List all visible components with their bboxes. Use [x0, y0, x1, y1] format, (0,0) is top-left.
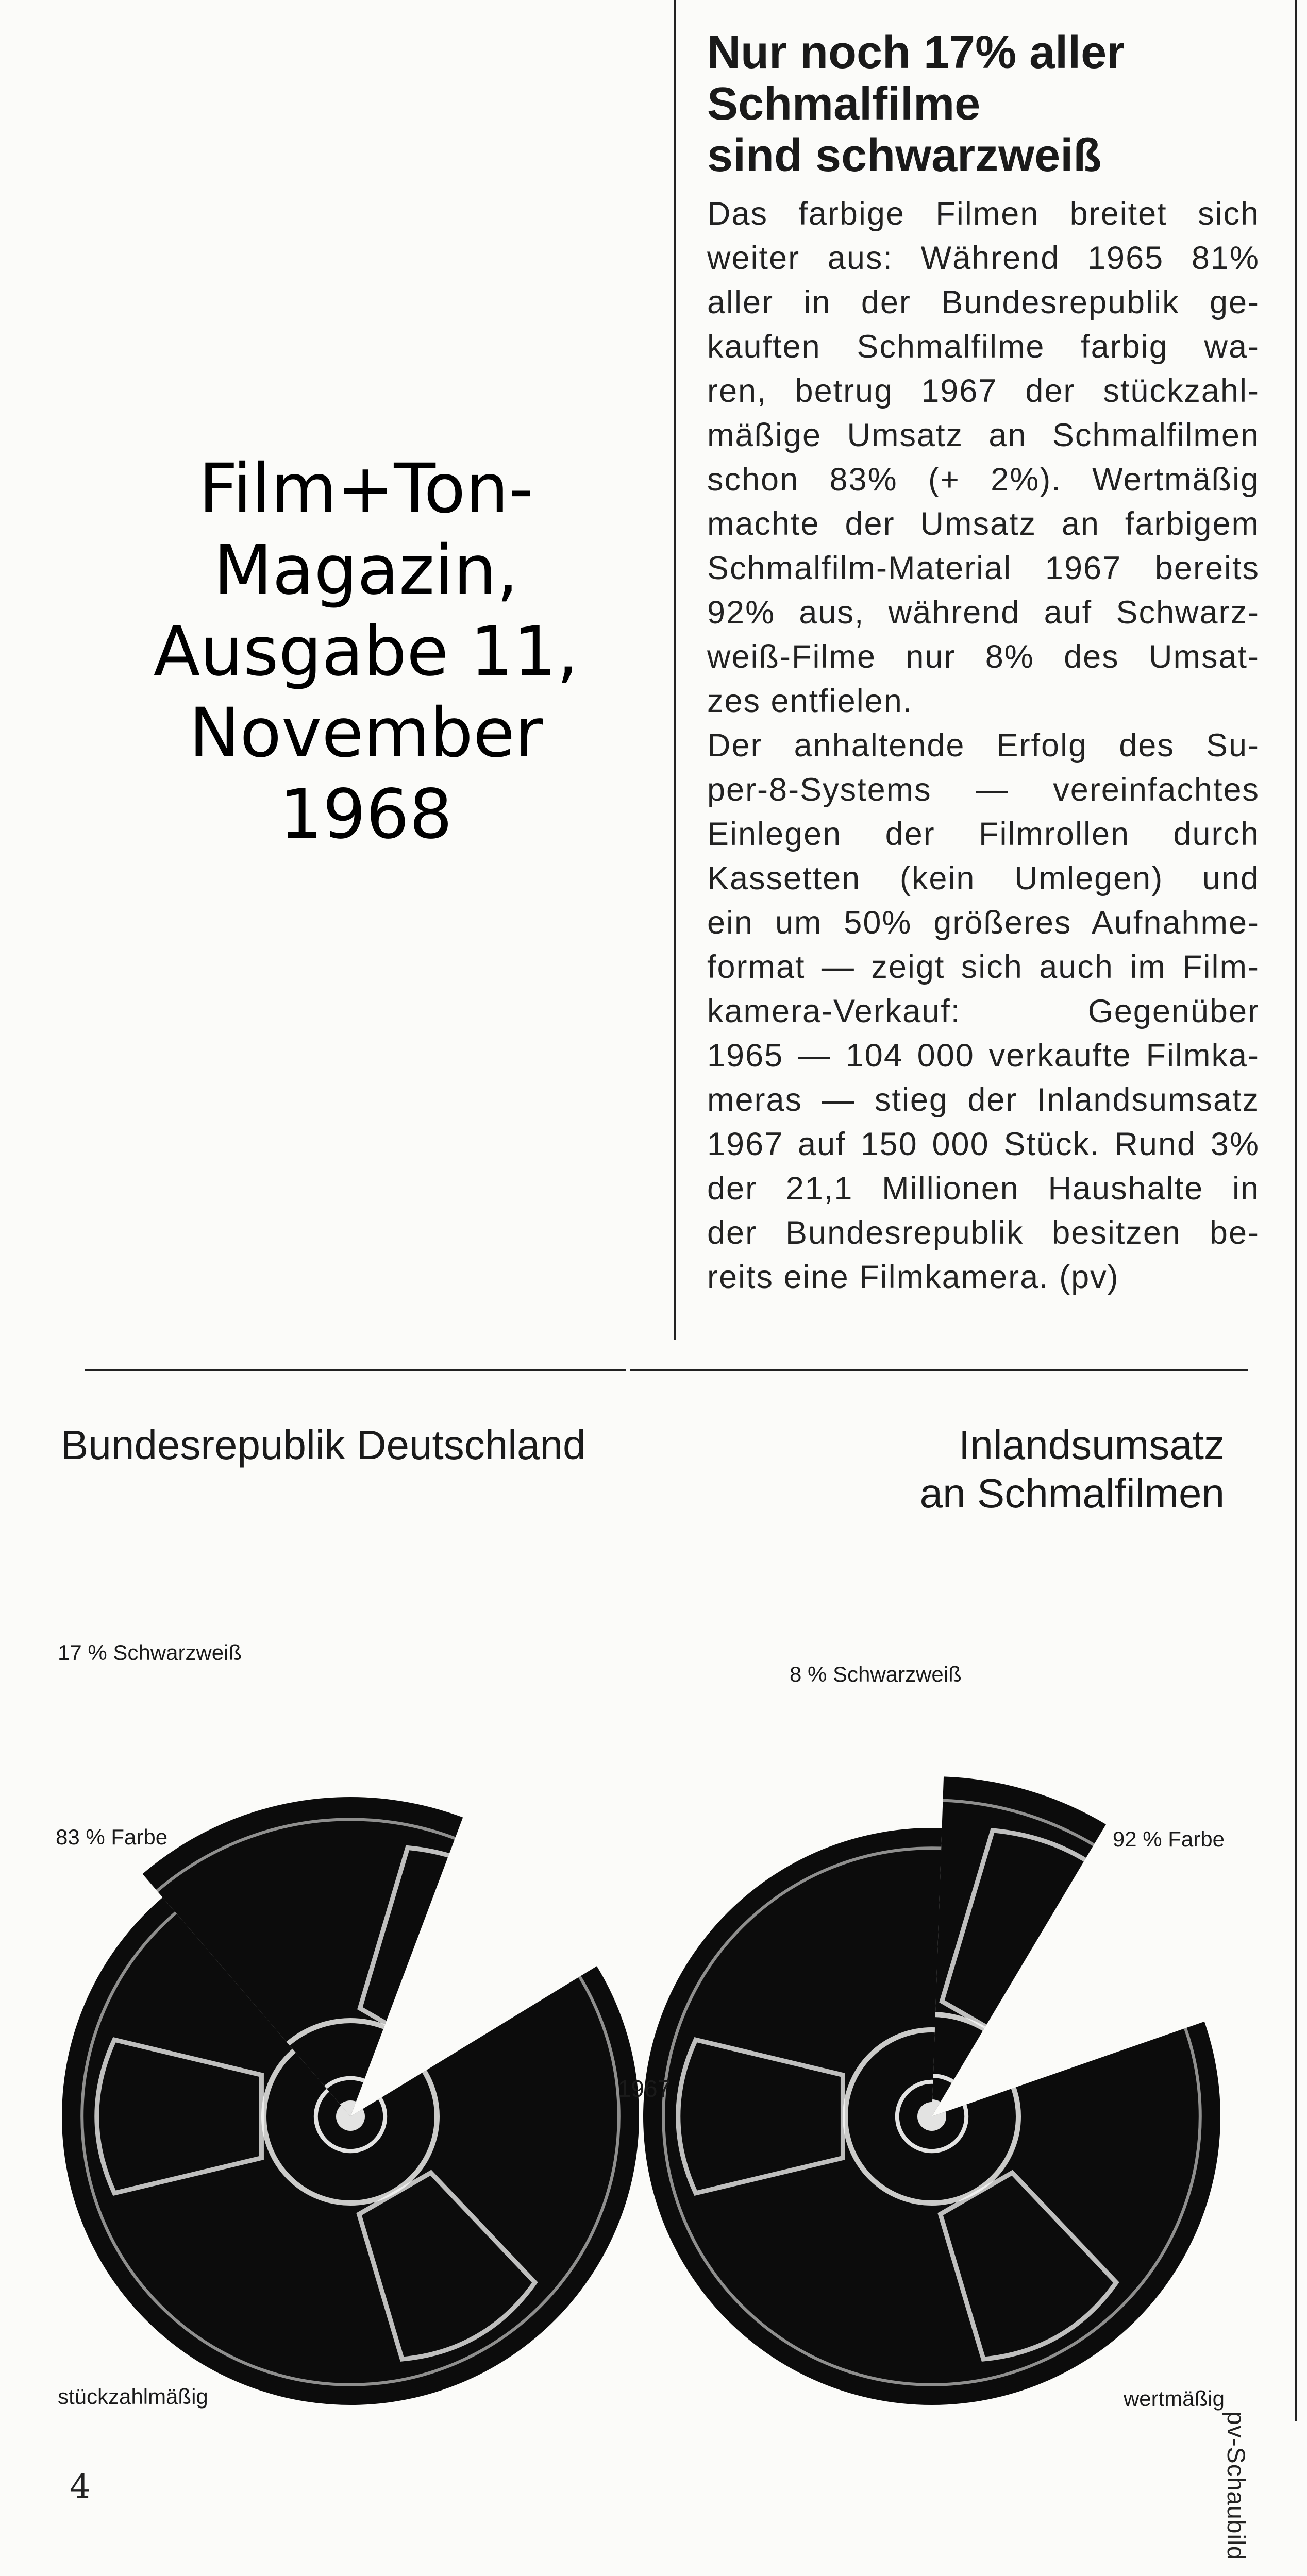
body-line: zes entfielen. — [707, 683, 913, 719]
section-rule — [630, 1369, 1248, 1371]
graphic-title-right — [920, 1421, 1225, 1518]
caption-line: November — [189, 693, 543, 773]
headline-line: sind schwarzweiß — [707, 130, 1102, 181]
pie-left-stueckzahl — [53, 1797, 647, 2414]
body-line: schon 83% (+ 2%). Wertmäßig — [707, 462, 1260, 498]
body-line: Der anhaltende Erfolg des Su- — [707, 727, 1260, 764]
image-caption — [93, 448, 639, 855]
body-line: mäßige Umsatz an Schmalfilmen — [707, 417, 1260, 453]
headline-line: Schmalfilme — [707, 78, 981, 130]
graphic-title-line: an Schmalfilmen — [919, 1470, 1225, 1516]
body-line: Das farbige Filmen breitet sich — [707, 196, 1260, 232]
body-line: weiß-Filme nur 8% des Umsat- — [707, 639, 1260, 675]
body-line: 92% aus, während auf Schwarz- — [707, 595, 1260, 631]
label-right-schwarzweiss: 8 % Schwarzweiß — [790, 1662, 962, 1686]
body-line: der Bundesrepublik besitzen be- — [707, 1215, 1260, 1251]
caption-line: Ausgabe 11, — [153, 612, 579, 691]
body-line: meras — stieg der Inlandsumsatz — [707, 1082, 1260, 1118]
body-line: reits eine Filmkamera. (pv) — [707, 1259, 1119, 1295]
film-reel-pie-charts — [0, 1535, 1278, 2442]
page-edge-rule — [1295, 0, 1297, 2421]
column-divider — [674, 0, 676, 1340]
body-line: Schmalfilm-Material 1967 bereits — [707, 550, 1260, 586]
body-line: 1965 — 104 000 verkaufte Filmka- — [707, 1038, 1260, 1074]
label-left-farbe: 83 % Farbe — [56, 1825, 168, 1849]
body-line: ren, betrug 1967 der stückzahl- — [707, 373, 1260, 409]
page-number: 4 — [70, 2468, 91, 2506]
body-line: Kassetten (kein Umlegen) und — [707, 860, 1260, 896]
body-line: der 21,1 Millionen Haushalte in — [707, 1171, 1260, 1207]
graphic-credit: pv-Schaubild — [1222, 2411, 1249, 2561]
body-line: machte der Umsatz an farbigem — [707, 506, 1260, 542]
article — [707, 27, 1260, 1299]
body-line: 1967 auf 150 000 Stück. Rund 3% — [707, 1126, 1260, 1162]
caption-line: 1968 — [279, 775, 453, 854]
body-line: per-8-Systems — vereinfachtes — [707, 772, 1260, 808]
graphic-title-line: Inlandsumsatz — [959, 1422, 1225, 1468]
caption-line: Magazin, — [213, 531, 518, 610]
body-line: kamera-Verkauf: Gegenüber — [707, 993, 1260, 1029]
graphic-title-left: Bundesrepublik Deutschland — [61, 1422, 586, 1468]
caption-line: Film+Ton- — [198, 449, 533, 529]
body-line: Einlegen der Filmrollen durch — [707, 816, 1260, 852]
body-line: kauften Schmalfilme farbig wa- — [707, 329, 1260, 365]
article-body — [707, 192, 1260, 1299]
body-line: format — zeigt sich auch im Film- — [707, 949, 1260, 985]
article-headline — [707, 27, 1260, 181]
body-line: aller in der Bundesrepublik ge- — [707, 284, 1260, 320]
body-line: ein um 50% größeres Aufnahme- — [707, 905, 1260, 941]
label-right-farbe: 92 % Farbe — [1112, 1827, 1225, 1851]
label-right-pie-name: wertmäßig — [1123, 2386, 1225, 2411]
headline-line: Nur noch 17% aller — [707, 27, 1125, 78]
section-rule — [85, 1369, 626, 1371]
label-year: 1967 — [617, 2075, 671, 2102]
label-left-pie-name: stückzahlmäßig — [58, 2384, 208, 2409]
pie-right-wertmaessig — [615, 1776, 1248, 2432]
body-line: weiter aus: Während 1965 81% — [707, 240, 1260, 276]
label-left-schwarzweiss: 17 % Schwarzweiß — [58, 1640, 242, 1665]
